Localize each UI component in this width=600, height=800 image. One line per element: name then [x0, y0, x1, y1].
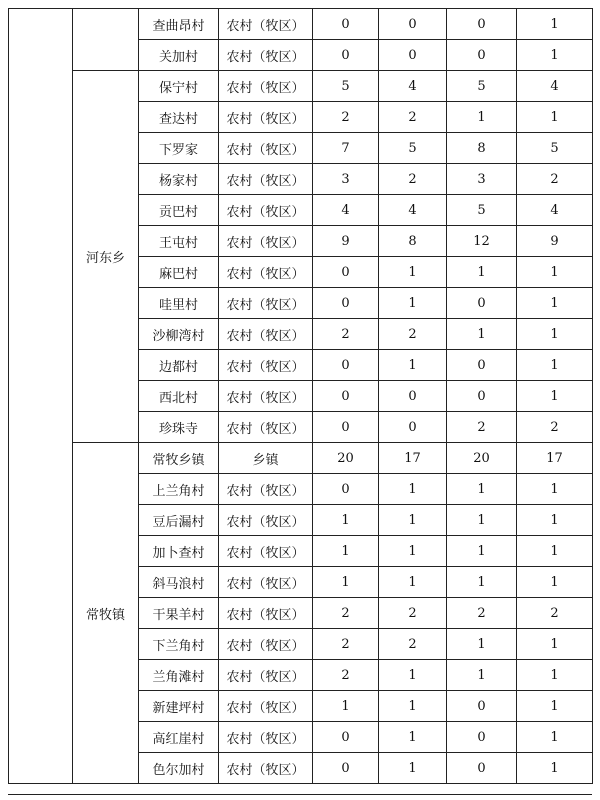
- area-type-cell: 农村（牧区）: [219, 474, 313, 505]
- value-cell-3: 0: [447, 9, 517, 40]
- village-name-cell: 沙柳湾村: [139, 319, 219, 350]
- value-cell-2: 2: [379, 102, 447, 133]
- value-cell-1: 1: [313, 536, 379, 567]
- area-type-cell: 农村（牧区）: [219, 722, 313, 753]
- township-cell: [73, 9, 139, 71]
- value-cell-4: 2: [517, 164, 593, 195]
- value-cell-1: 0: [313, 40, 379, 71]
- village-name-cell: 高红崖村: [139, 722, 219, 753]
- area-type-cell: 农村（牧区）: [219, 102, 313, 133]
- value-cell-4: 1: [517, 319, 593, 350]
- value-cell-3: 0: [447, 350, 517, 381]
- area-type-cell: 农村（牧区）: [219, 691, 313, 722]
- village-name-cell: 豆后漏村: [139, 505, 219, 536]
- value-cell-1: 0: [313, 350, 379, 381]
- value-cell-1: 2: [313, 629, 379, 660]
- value-cell-4: 1: [517, 505, 593, 536]
- township-cell: 河东乡: [73, 71, 139, 443]
- village-name-cell: 王屯村: [139, 226, 219, 257]
- value-cell-4: 1: [517, 288, 593, 319]
- table-bottom-rule: [8, 794, 592, 795]
- value-cell-1: 9: [313, 226, 379, 257]
- area-type-cell: 农村（牧区）: [219, 505, 313, 536]
- value-cell-4: 5: [517, 133, 593, 164]
- township-cell: 常牧镇: [73, 443, 139, 784]
- value-cell-1: 0: [313, 381, 379, 412]
- value-cell-2: 1: [379, 660, 447, 691]
- value-cell-4: 1: [517, 9, 593, 40]
- value-cell-3: 0: [447, 40, 517, 71]
- area-type-cell: 农村（牧区）: [219, 288, 313, 319]
- value-cell-4: 2: [517, 412, 593, 443]
- value-cell-3: 12: [447, 226, 517, 257]
- area-type-cell: 农村（牧区）: [219, 257, 313, 288]
- value-cell-1: 0: [313, 257, 379, 288]
- value-cell-3: 0: [447, 288, 517, 319]
- area-type-cell: 农村（牧区）: [219, 412, 313, 443]
- table-row: [9, 9, 593, 40]
- area-type-cell: 农村（牧区）: [219, 629, 313, 660]
- village-name-cell: 保宁村: [139, 71, 219, 102]
- value-cell-1: 2: [313, 660, 379, 691]
- value-cell-3: 5: [447, 195, 517, 226]
- village-name-cell: 杨家村: [139, 164, 219, 195]
- value-cell-2: 1: [379, 288, 447, 319]
- value-cell-4: 1: [517, 40, 593, 71]
- value-cell-2: 1: [379, 567, 447, 598]
- village-name-cell: 加卜查村: [139, 536, 219, 567]
- area-type-cell: 农村（牧区）: [219, 660, 313, 691]
- value-cell-4: 17: [517, 443, 593, 474]
- value-cell-2: 5: [379, 133, 447, 164]
- village-name-cell: 下兰角村: [139, 629, 219, 660]
- village-name-cell: 查达村: [139, 102, 219, 133]
- area-type-cell: 农村（牧区）: [219, 319, 313, 350]
- value-cell-1: 5: [313, 71, 379, 102]
- value-cell-2: 1: [379, 474, 447, 505]
- value-cell-1: 7: [313, 133, 379, 164]
- value-cell-3: 1: [447, 319, 517, 350]
- value-cell-4: 1: [517, 567, 593, 598]
- value-cell-4: 4: [517, 195, 593, 226]
- value-cell-3: 0: [447, 691, 517, 722]
- value-cell-3: 1: [447, 536, 517, 567]
- value-cell-4: 1: [517, 102, 593, 133]
- value-cell-1: 2: [313, 598, 379, 629]
- value-cell-1: 1: [313, 567, 379, 598]
- area-type-cell: 农村（牧区）: [219, 536, 313, 567]
- value-cell-1: 1: [313, 505, 379, 536]
- value-cell-4: 9: [517, 226, 593, 257]
- village-name-cell: 干果羊村: [139, 598, 219, 629]
- village-name-cell: 边都村: [139, 350, 219, 381]
- value-cell-3: 0: [447, 381, 517, 412]
- village-name-cell: 新建坪村: [139, 691, 219, 722]
- value-cell-2: 2: [379, 164, 447, 195]
- value-cell-1: 4: [313, 195, 379, 226]
- village-name-cell: 关加村: [139, 40, 219, 71]
- area-type-cell: 农村（牧区）: [219, 195, 313, 226]
- value-cell-1: 0: [313, 288, 379, 319]
- area-type-cell: 乡镇: [219, 443, 313, 474]
- area-type-cell: 农村（牧区）: [219, 598, 313, 629]
- value-cell-2: 4: [379, 71, 447, 102]
- value-cell-2: 4: [379, 195, 447, 226]
- county-column-blank: [9, 9, 73, 784]
- village-name-cell: 珍珠寺: [139, 412, 219, 443]
- value-cell-2: 2: [379, 629, 447, 660]
- value-cell-2: 17: [379, 443, 447, 474]
- value-cell-3: 0: [447, 722, 517, 753]
- value-cell-1: 0: [313, 412, 379, 443]
- value-cell-2: 2: [379, 319, 447, 350]
- value-cell-3: 1: [447, 567, 517, 598]
- village-name-cell: 贡巴村: [139, 195, 219, 226]
- value-cell-2: 0: [379, 412, 447, 443]
- value-cell-4: 1: [517, 722, 593, 753]
- value-cell-2: 1: [379, 753, 447, 784]
- area-type-cell: 农村（牧区）: [219, 226, 313, 257]
- village-name-cell: 常牧乡镇: [139, 443, 219, 474]
- value-cell-2: 0: [379, 40, 447, 71]
- area-type-cell: 农村（牧区）: [219, 164, 313, 195]
- value-cell-4: 2: [517, 598, 593, 629]
- area-type-cell: 农村（牧区）: [219, 71, 313, 102]
- value-cell-3: 5: [447, 71, 517, 102]
- value-cell-2: 0: [379, 9, 447, 40]
- value-cell-2: 0: [379, 381, 447, 412]
- area-type-cell: 农村（牧区）: [219, 753, 313, 784]
- value-cell-1: 0: [313, 474, 379, 505]
- village-name-cell: 下罗家: [139, 133, 219, 164]
- value-cell-3: 1: [447, 505, 517, 536]
- village-name-cell: 麻巴村: [139, 257, 219, 288]
- value-cell-4: 1: [517, 257, 593, 288]
- area-type-cell: 农村（牧区）: [219, 567, 313, 598]
- area-type-cell: 农村（牧区）: [219, 133, 313, 164]
- value-cell-1: 0: [313, 9, 379, 40]
- value-cell-4: 1: [517, 691, 593, 722]
- value-cell-3: 1: [447, 474, 517, 505]
- value-cell-1: 0: [313, 722, 379, 753]
- value-cell-2: 1: [379, 257, 447, 288]
- value-cell-3: 3: [447, 164, 517, 195]
- value-cell-4: 1: [517, 474, 593, 505]
- value-cell-4: 1: [517, 660, 593, 691]
- value-cell-3: 1: [447, 660, 517, 691]
- value-cell-2: 1: [379, 691, 447, 722]
- value-cell-1: 0: [313, 753, 379, 784]
- village-name-cell: 色尔加村: [139, 753, 219, 784]
- value-cell-3: 1: [447, 257, 517, 288]
- value-cell-2: 1: [379, 722, 447, 753]
- area-type-cell: 农村（牧区）: [219, 381, 313, 412]
- value-cell-4: 1: [517, 629, 593, 660]
- value-cell-1: 1: [313, 691, 379, 722]
- value-cell-3: 20: [447, 443, 517, 474]
- value-cell-3: 2: [447, 598, 517, 629]
- area-type-cell: 农村（牧区）: [219, 350, 313, 381]
- value-cell-3: 1: [447, 102, 517, 133]
- table-row: [9, 71, 593, 102]
- value-cell-4: 4: [517, 71, 593, 102]
- table-body: [9, 9, 593, 784]
- value-cell-2: 8: [379, 226, 447, 257]
- village-name-cell: 查曲昂村: [139, 9, 219, 40]
- value-cell-1: 2: [313, 319, 379, 350]
- value-cell-1: 2: [313, 102, 379, 133]
- village-name-cell: 西北村: [139, 381, 219, 412]
- village-name-cell: 上兰角村: [139, 474, 219, 505]
- value-cell-1: 3: [313, 164, 379, 195]
- value-cell-4: 1: [517, 381, 593, 412]
- value-cell-4: 1: [517, 753, 593, 784]
- value-cell-4: 1: [517, 536, 593, 567]
- village-name-cell: 哇里村: [139, 288, 219, 319]
- value-cell-2: 2: [379, 598, 447, 629]
- value-cell-2: 1: [379, 505, 447, 536]
- value-cell-3: 8: [447, 133, 517, 164]
- area-type-cell: 农村（牧区）: [219, 9, 313, 40]
- village-name-cell: 兰角滩村: [139, 660, 219, 691]
- village-name-cell: 斜马浪村: [139, 567, 219, 598]
- value-cell-3: 1: [447, 629, 517, 660]
- table-row: [9, 443, 593, 474]
- value-cell-3: 2: [447, 412, 517, 443]
- value-cell-2: 1: [379, 536, 447, 567]
- value-cell-1: 20: [313, 443, 379, 474]
- area-type-cell: 农村（牧区）: [219, 40, 313, 71]
- value-cell-4: 1: [517, 350, 593, 381]
- value-cell-2: 1: [379, 350, 447, 381]
- village-statistics-table: [8, 8, 593, 784]
- value-cell-3: 0: [447, 753, 517, 784]
